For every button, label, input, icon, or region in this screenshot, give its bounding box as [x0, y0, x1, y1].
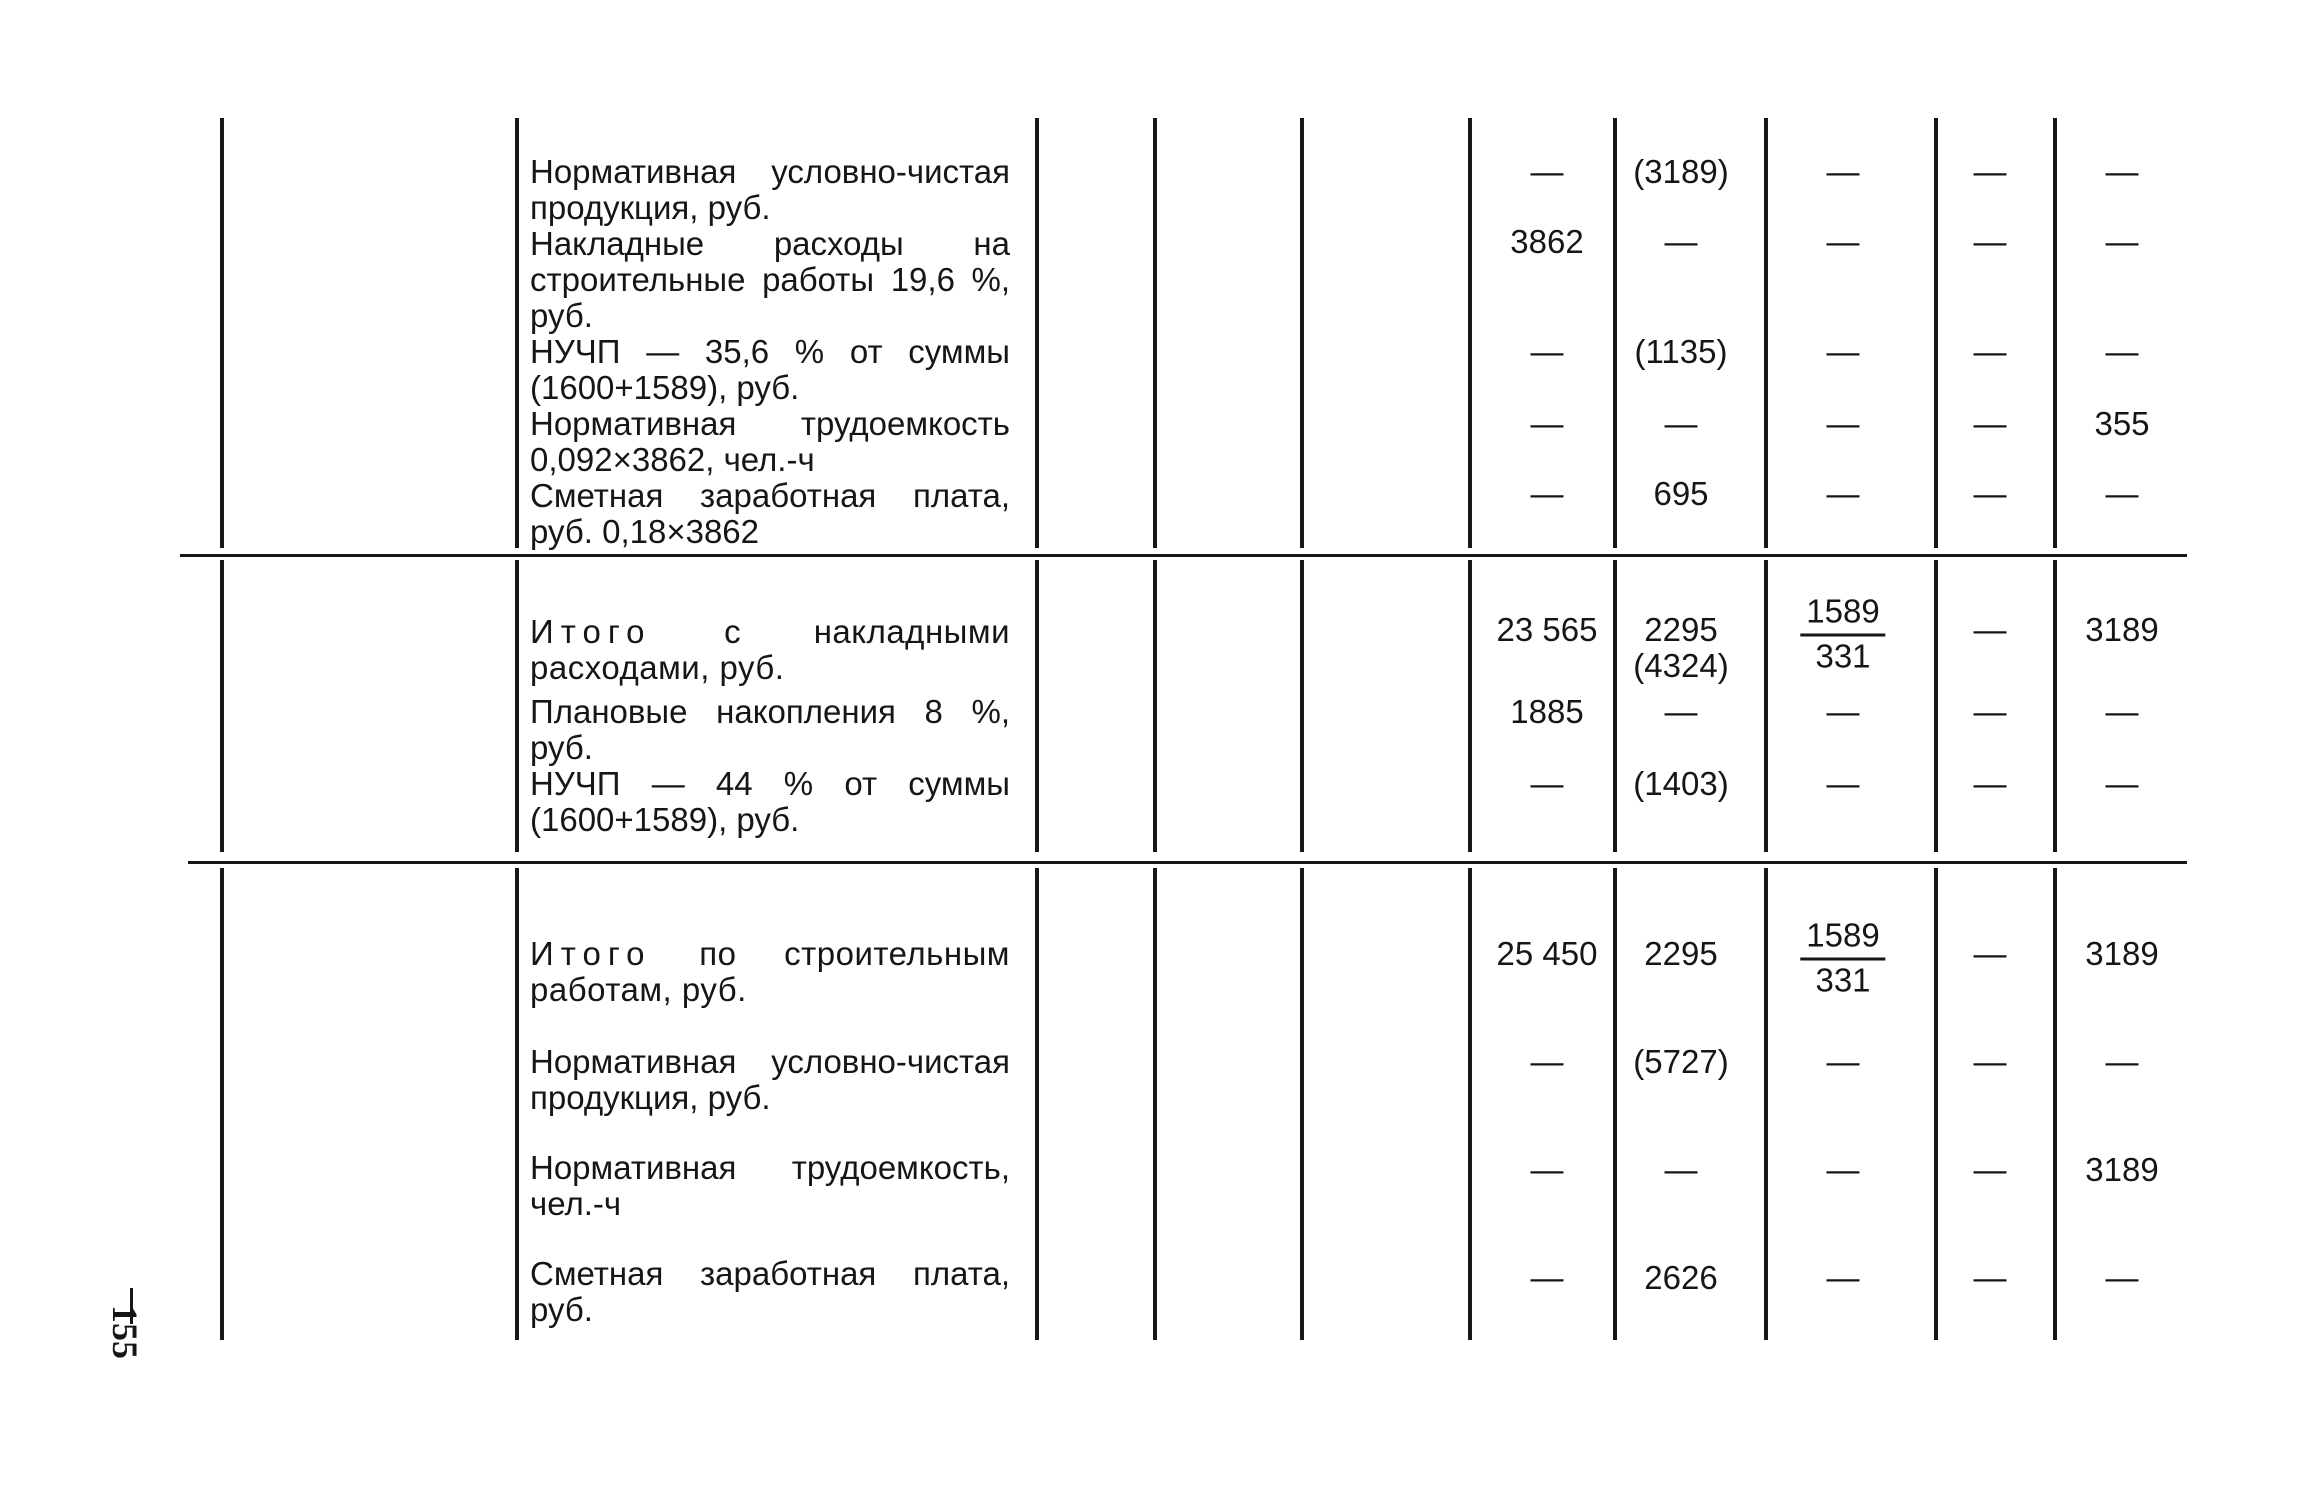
value-cell — [1665, 224, 1698, 260]
value-cell-main: — — [1826, 223, 1860, 260]
table-column-rule — [1613, 118, 1617, 548]
value-cell-main: — — [1826, 153, 1860, 190]
value-cell — [2106, 1260, 2139, 1296]
value-cell — [1665, 694, 1698, 730]
value-cell — [1827, 766, 1860, 802]
value-cell-main: (1403) — [1633, 765, 1729, 802]
row-description — [530, 1044, 1010, 1116]
table-column-rule — [220, 118, 224, 548]
value-cell — [1827, 694, 1860, 730]
table-column-rule — [2053, 560, 2057, 852]
value-cell-main: — — [1664, 693, 1698, 730]
section-separator — [188, 861, 2187, 864]
value-cell — [1827, 154, 1860, 190]
value-cell — [1827, 1260, 1860, 1296]
value-cell-main: — — [1973, 223, 2007, 260]
value-cell-main: (5727) — [1633, 1043, 1729, 1080]
value-cell — [2106, 766, 2139, 802]
row-description-text: Нормативная условно-чистая продукция, руб. — [530, 153, 1010, 226]
value-cell-main: — — [1530, 1043, 1564, 1080]
value-cell-main: — — [1530, 765, 1564, 802]
value-cell-main: — — [1530, 153, 1564, 190]
table-column-rule — [515, 118, 519, 548]
row-description — [530, 478, 1010, 550]
value-cell-main: — — [1530, 475, 1564, 512]
value-cell-main: — — [2105, 693, 2139, 730]
value-cell-main: 2295 — [1644, 935, 1718, 972]
value-cell — [1974, 1260, 2007, 1296]
section-separator — [180, 554, 2187, 557]
value-cell-main: 23 565 — [1496, 611, 1598, 648]
value-cell — [2085, 1152, 2158, 1188]
row-description-text: НУЧП — 44 % от суммы (1600+1589), руб. — [530, 765, 1010, 838]
value-cell — [1974, 406, 2007, 442]
row-description-text: НУЧП — 35,6 % от суммы (1600+1589), руб. — [530, 333, 1010, 406]
value-cell-main: 3189 — [2085, 611, 2159, 648]
value-cell-main: — — [1973, 153, 2007, 190]
value-cell-main: — — [1973, 935, 2007, 972]
value-cell-main: — — [1973, 1259, 2007, 1296]
row-description-text: с накладными расходами, руб. — [530, 613, 1011, 686]
value-cell-main: (3189) — [1633, 153, 1729, 190]
row-description — [530, 1150, 1010, 1222]
table-column-rule — [2053, 868, 2057, 1340]
value-cell — [1633, 766, 1728, 802]
value-cell-main: — — [1530, 405, 1564, 442]
table-column-rule — [220, 868, 224, 1340]
value-cell-main: — — [1973, 405, 2007, 442]
value-cell-main: — — [2105, 153, 2139, 190]
value-cell-main: (1135) — [1634, 333, 1728, 370]
table-column-rule — [1764, 118, 1768, 548]
table-column-rule — [1300, 560, 1304, 852]
row-description — [530, 614, 1010, 686]
value-cell — [1531, 1044, 1564, 1080]
value-cell — [1665, 1152, 1698, 1188]
value-cell-main: — — [1664, 405, 1698, 442]
fraction-numerator: 1589 — [1800, 918, 1885, 961]
row-description-emphasis: Итого — [530, 613, 652, 650]
value-cell — [1633, 1044, 1728, 1080]
table-column-rule — [1153, 560, 1157, 852]
fraction-denominator: 331 — [1815, 637, 1871, 675]
value-cell — [2106, 154, 2139, 190]
value-cell — [2085, 936, 2158, 972]
table-column-rule — [1300, 868, 1304, 1340]
value-cell — [1633, 612, 1728, 684]
value-cell — [1531, 154, 1564, 190]
value-cell-main: — — [1826, 693, 1860, 730]
table-column-rule — [2053, 118, 2057, 548]
value-cell-main: — — [1973, 475, 2007, 512]
value-cell — [1827, 476, 1860, 512]
value-cell — [1633, 154, 1728, 190]
value-cell-main: — — [1826, 1259, 1860, 1296]
value-cell — [1974, 936, 2007, 972]
table-column-rule — [1153, 868, 1157, 1340]
table-column-rule — [1934, 118, 1938, 548]
table-column-rule — [1035, 560, 1039, 852]
value-cell-secondary: (4324) — [1633, 647, 1729, 684]
value-cell-main: — — [1973, 693, 2007, 730]
row-description-text: Нормативная трудоемкость 0,092×3862, чел.-ч — [530, 405, 1010, 478]
value-cell-main: — — [2105, 223, 2139, 260]
value-cell-main: — — [1826, 405, 1860, 442]
value-cell-main: — — [1973, 1043, 2007, 1080]
value-cell-main: — — [1664, 1151, 1698, 1188]
row-description-text: Нормативная трудоемкость, чел.-ч — [530, 1149, 1010, 1222]
value-cell — [1974, 224, 2007, 260]
row-description-text: Сметная заработная плата, руб. — [530, 1255, 1010, 1328]
value-cell-main: — — [1826, 1151, 1860, 1188]
value-cell-main: — — [1973, 1151, 2007, 1188]
value-cell-main: — — [1530, 1259, 1564, 1296]
table-column-rule — [1934, 560, 1938, 852]
value-cell-main: 695 — [1653, 475, 1709, 512]
value-cell — [2106, 1044, 2139, 1080]
value-cell-main: — — [2105, 333, 2139, 370]
value-cell-main: — — [1973, 611, 2007, 648]
value-cell — [2106, 334, 2139, 370]
value-cell-main: 355 — [2094, 405, 2150, 442]
value-cell — [2085, 612, 2158, 648]
value-cell — [1827, 1152, 1860, 1188]
value-cell-main: — — [1826, 333, 1860, 370]
fraction-denominator: 331 — [1815, 961, 1871, 999]
value-cell — [1531, 1260, 1564, 1296]
row-description — [530, 406, 1010, 478]
value-cell-main: — — [1530, 333, 1564, 370]
value-cell-main: — — [1664, 223, 1698, 260]
row-description-emphasis: Итого — [530, 935, 652, 972]
value-cell — [1974, 154, 2007, 190]
table-column-rule — [1468, 868, 1472, 1340]
page-number: 155 — [105, 1305, 145, 1359]
value-cell — [2106, 694, 2139, 730]
value-cell-main: — — [1530, 1151, 1564, 1188]
row-description — [530, 1256, 1010, 1328]
table-column-rule — [1764, 868, 1768, 1340]
value-cell — [1974, 694, 2007, 730]
table-column-rule — [515, 868, 519, 1340]
value-cell — [1827, 406, 1860, 442]
table-column-rule — [1035, 118, 1039, 548]
value-cell-main: — — [2105, 475, 2139, 512]
value-cell — [1974, 334, 2007, 370]
value-cell — [1644, 1260, 1717, 1296]
value-cell — [1531, 1152, 1564, 1188]
value-cell — [1827, 334, 1860, 370]
value-cell-main: — — [1826, 475, 1860, 512]
value-cell-main: 3189 — [2085, 1151, 2159, 1188]
table-column-rule — [1300, 118, 1304, 548]
table-column-rule — [1468, 118, 1472, 548]
value-cell — [2094, 406, 2149, 442]
value-cell — [1510, 694, 1583, 730]
value-cell-main: — — [1973, 765, 2007, 802]
value-cell — [1635, 334, 1728, 370]
table-column-rule — [515, 560, 519, 852]
value-cell — [1531, 334, 1564, 370]
row-description — [530, 694, 1010, 766]
value-cell-main: 2626 — [1644, 1259, 1718, 1296]
table-column-rule — [1468, 560, 1472, 852]
value-cell — [1974, 1044, 2007, 1080]
value-cell — [1665, 406, 1698, 442]
row-description — [530, 766, 1010, 838]
row-description — [530, 154, 1010, 226]
value-cell — [1827, 1044, 1860, 1080]
value-cell — [2106, 224, 2139, 260]
value-cell — [1974, 476, 2007, 512]
value-cell-main: — — [2105, 1043, 2139, 1080]
value-cell-main: — — [1826, 1043, 1860, 1080]
value-cell — [1974, 766, 2007, 802]
value-cell — [1531, 406, 1564, 442]
table-column-rule — [1613, 868, 1617, 1340]
row-description — [530, 334, 1010, 406]
value-cell — [1531, 766, 1564, 802]
value-cell — [1974, 612, 2007, 648]
value-cell — [1644, 936, 1717, 972]
row-description — [530, 226, 1010, 334]
value-cell-main: — — [1973, 333, 2007, 370]
value-cell-main: — — [2105, 1259, 2139, 1296]
table-column-rule — [1764, 560, 1768, 852]
value-cell-main: 1885 — [1510, 693, 1584, 730]
value-cell — [1510, 224, 1583, 260]
fraction-value-cell — [1800, 918, 1885, 999]
row-description-text: Сметная заработная плата, руб. 0,18×3862 — [530, 477, 1010, 550]
row-description-text: по строительным работам, руб. — [530, 935, 1010, 1008]
row-description-text: Нормативная условно-чистая продукция, руб. — [530, 1043, 1010, 1116]
table-column-rule — [1035, 868, 1039, 1340]
value-cell — [1531, 476, 1564, 512]
value-cell-main: — — [1826, 765, 1860, 802]
value-cell — [1974, 1152, 2007, 1188]
table-column-rule — [1934, 868, 1938, 1340]
value-cell — [2106, 476, 2139, 512]
fraction-numerator: 1589 — [1800, 594, 1885, 637]
row-description-text: Плановые накопления 8 %, руб. — [530, 693, 1010, 766]
value-cell — [1497, 936, 1598, 972]
value-cell-main: 3862 — [1510, 223, 1584, 260]
value-cell-main: 25 450 — [1496, 935, 1598, 972]
row-description — [530, 936, 1010, 1008]
fraction-value-cell — [1800, 594, 1885, 675]
table-column-rule — [1153, 118, 1157, 548]
value-cell-main: 3189 — [2085, 935, 2159, 972]
table-column-rule — [220, 560, 224, 852]
value-cell — [1827, 224, 1860, 260]
value-cell — [1653, 476, 1708, 512]
row-description-text: Накладные расходы на строительные работы 19,6 %, руб. — [530, 225, 1010, 334]
value-cell-main: — — [2105, 765, 2139, 802]
value-cell — [1497, 612, 1598, 648]
table-column-rule — [1613, 560, 1617, 852]
value-cell-main: 2295 — [1644, 611, 1718, 648]
